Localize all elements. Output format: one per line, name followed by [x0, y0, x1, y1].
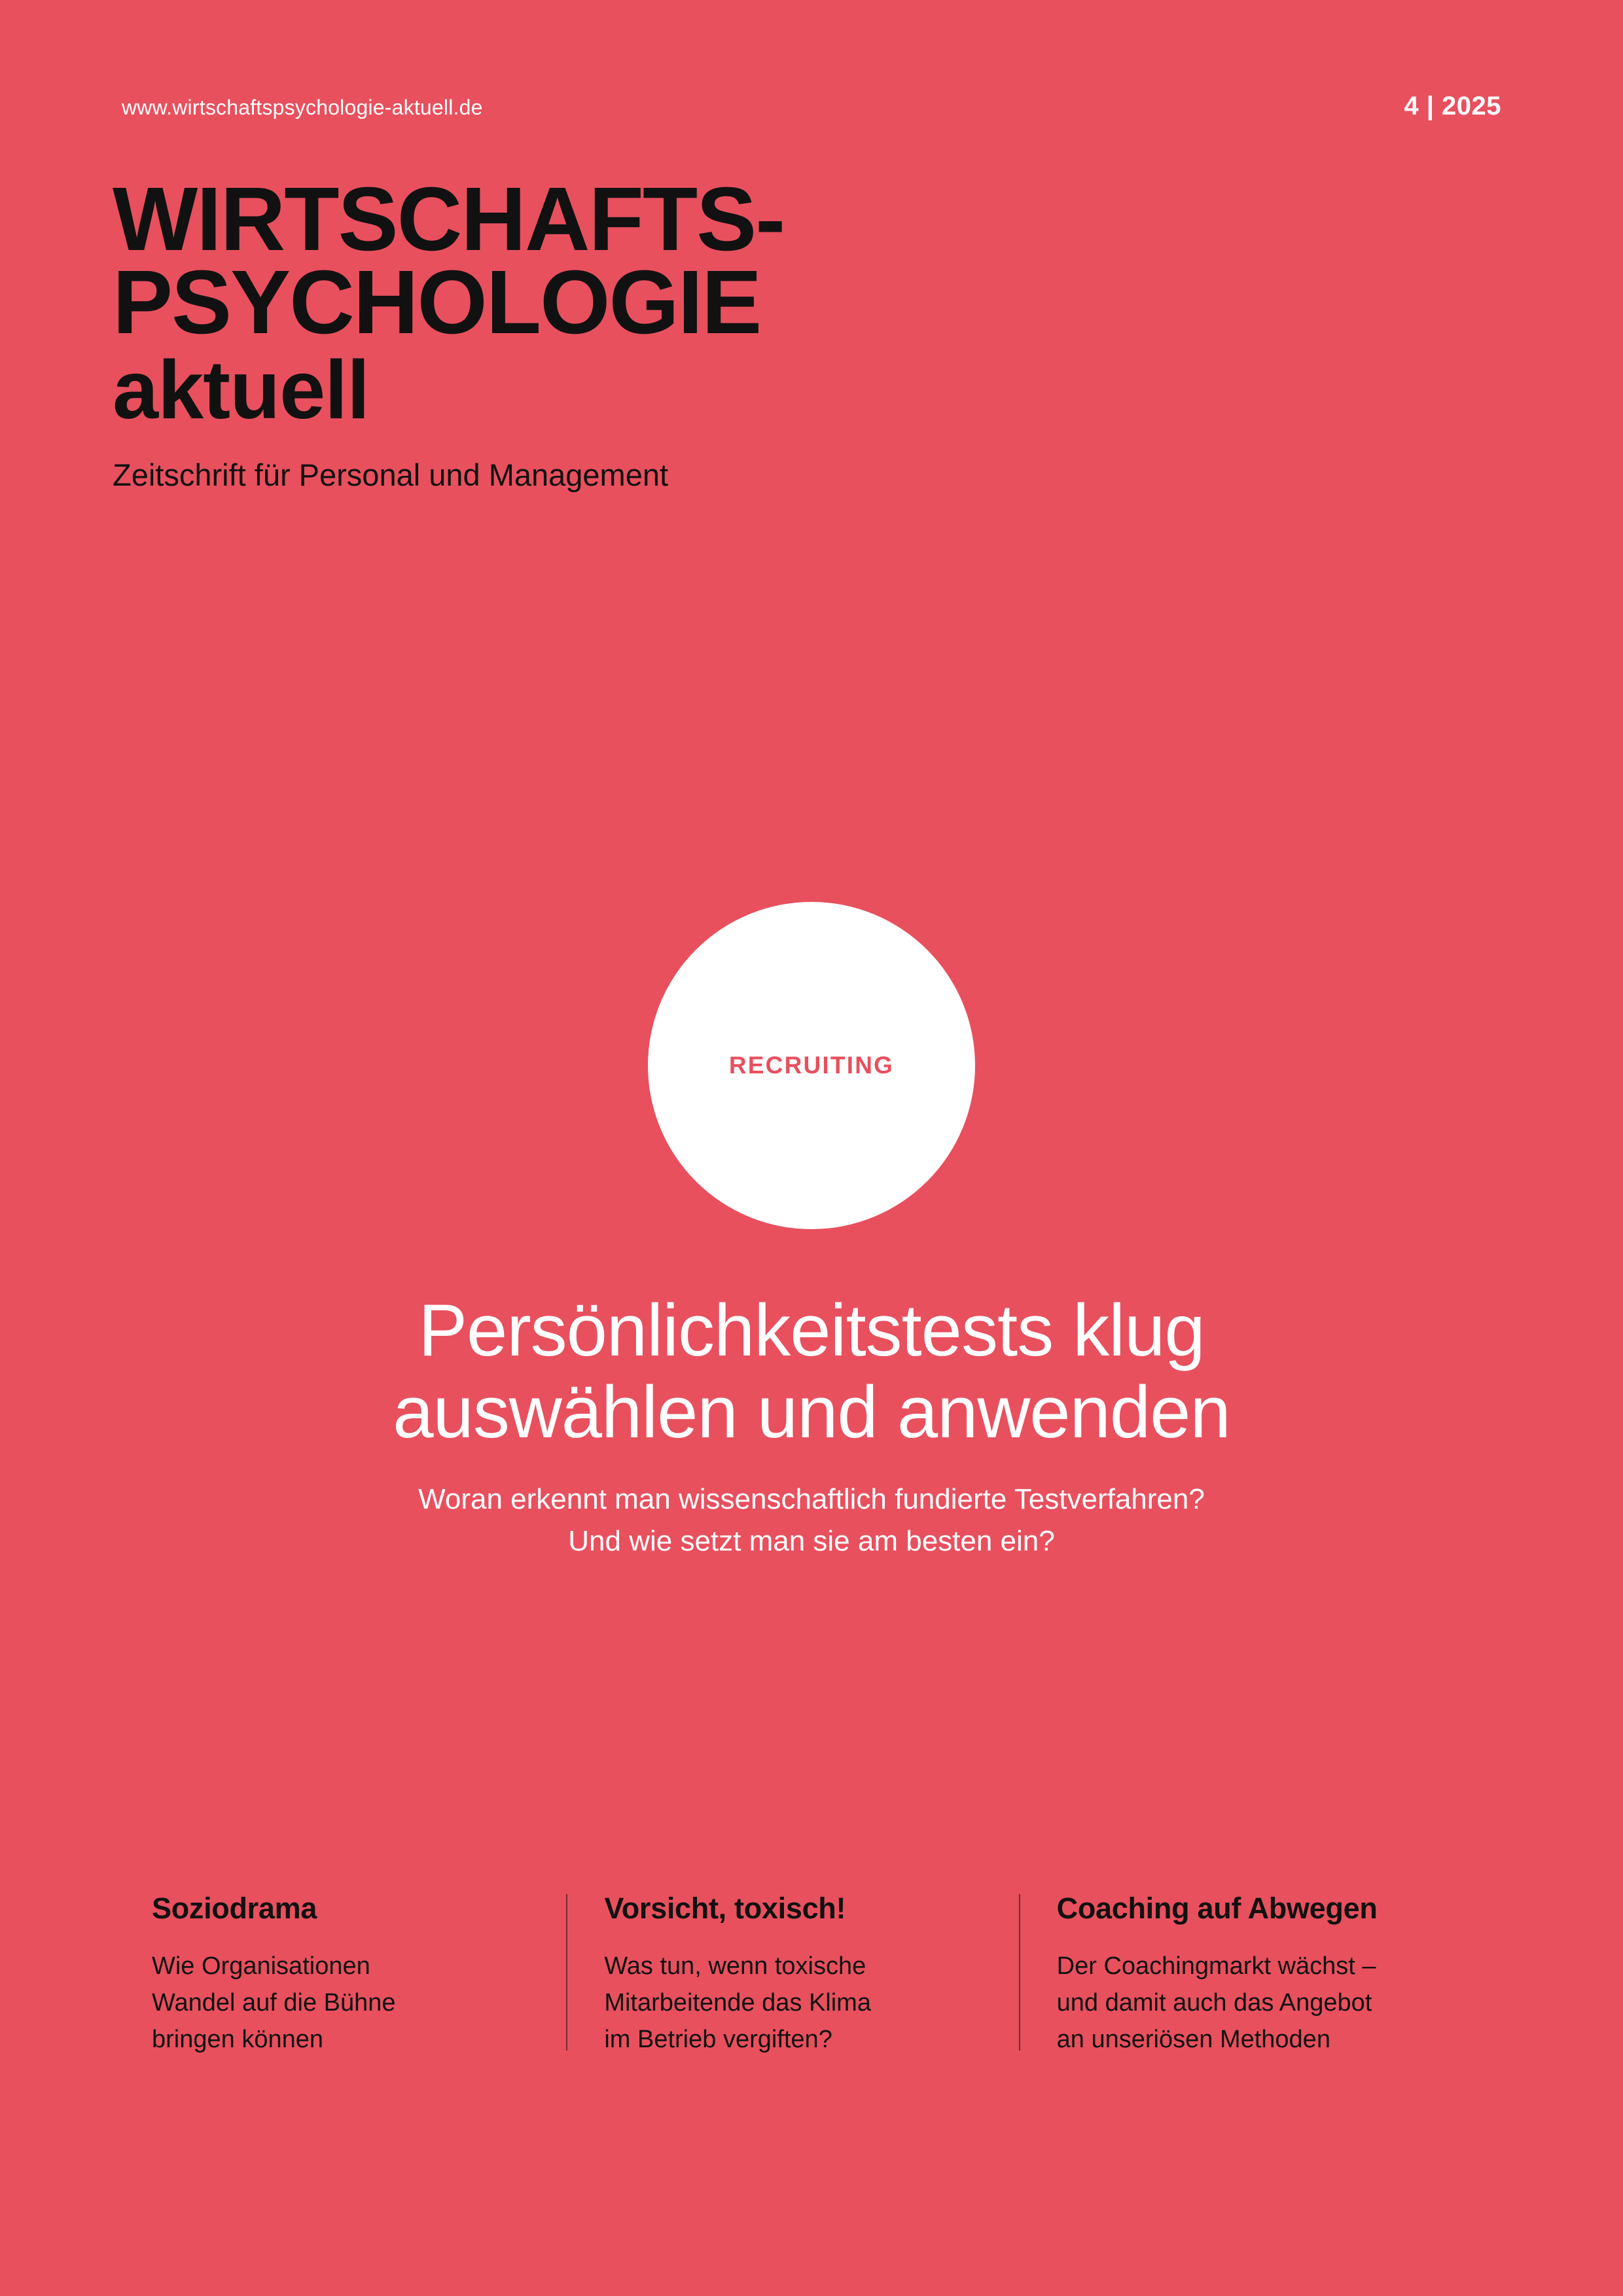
- masthead: [113, 169, 785, 493]
- teaser-coaching-auf-abwegen: [1019, 1892, 1471, 2058]
- recruiting-badge: [648, 902, 975, 1229]
- teaser-text: [604, 1948, 982, 2058]
- teaser-title: Vorsicht, toxisch!: [604, 1892, 846, 1925]
- teaser-text: [152, 1948, 529, 2058]
- teaser-text-line: Mitarbeitende das Klima: [604, 1989, 871, 2017]
- cover-subtitle-line-2: Und wie setzt man sie am besten ein?: [568, 1524, 1055, 1557]
- teaser-vorsicht-toxisch: [566, 1892, 1018, 2058]
- teaser-text-line: an unseriösen Methoden: [1056, 2026, 1330, 2054]
- teaser-text-line: Der Coachingmarkt wächst –: [1056, 1952, 1376, 1980]
- teaser-text-line: Was tun, wenn toxische: [604, 1952, 866, 1980]
- cover-title-line-1: Persönlichkeitstests klug: [418, 1289, 1205, 1371]
- teaser-text: [1057, 1948, 1435, 2058]
- masthead-line-1: WIRTSCHAFTS-: [113, 169, 785, 270]
- teaser-title: Soziodrama: [152, 1892, 317, 1925]
- teaser-title: Coaching auf Abwegen: [1056, 1892, 1378, 1925]
- masthead-line-2: PSYCHOLOGIE: [113, 251, 761, 353]
- website-url: www.wirtschaftspsychologie-aktuell.de: [122, 96, 483, 119]
- recruiting-badge-label: RECRUITING: [728, 1052, 895, 1079]
- teaser-text-line: Wandel auf die Bühne: [152, 1989, 396, 2017]
- teaser-text-line: Wie Organisationen: [152, 1952, 370, 1980]
- cover-title-line-2: auswählen und anwenden: [393, 1371, 1230, 1454]
- teaser-text-line: im Betrieb vergiften?: [604, 2026, 832, 2054]
- masthead-subtitle: Zeitschrift für Personal und Management: [113, 457, 669, 493]
- teaser-text-line: und damit auch das Angebot: [1056, 1989, 1372, 2017]
- teaser-row: [152, 1892, 1471, 2058]
- teaser-soziodrama: [152, 1892, 566, 2058]
- issue-number: 4 | 2025: [1404, 92, 1501, 120]
- cover-header: [122, 92, 1501, 121]
- masthead-line-3: aktuell: [113, 343, 370, 436]
- cover-story: [105, 1289, 1518, 1562]
- cover-subtitle-line-1: Woran erkennt man wissenschaftlich fundierte Testverfahren?: [418, 1482, 1205, 1515]
- teaser-text-line: bringen können: [152, 2026, 323, 2054]
